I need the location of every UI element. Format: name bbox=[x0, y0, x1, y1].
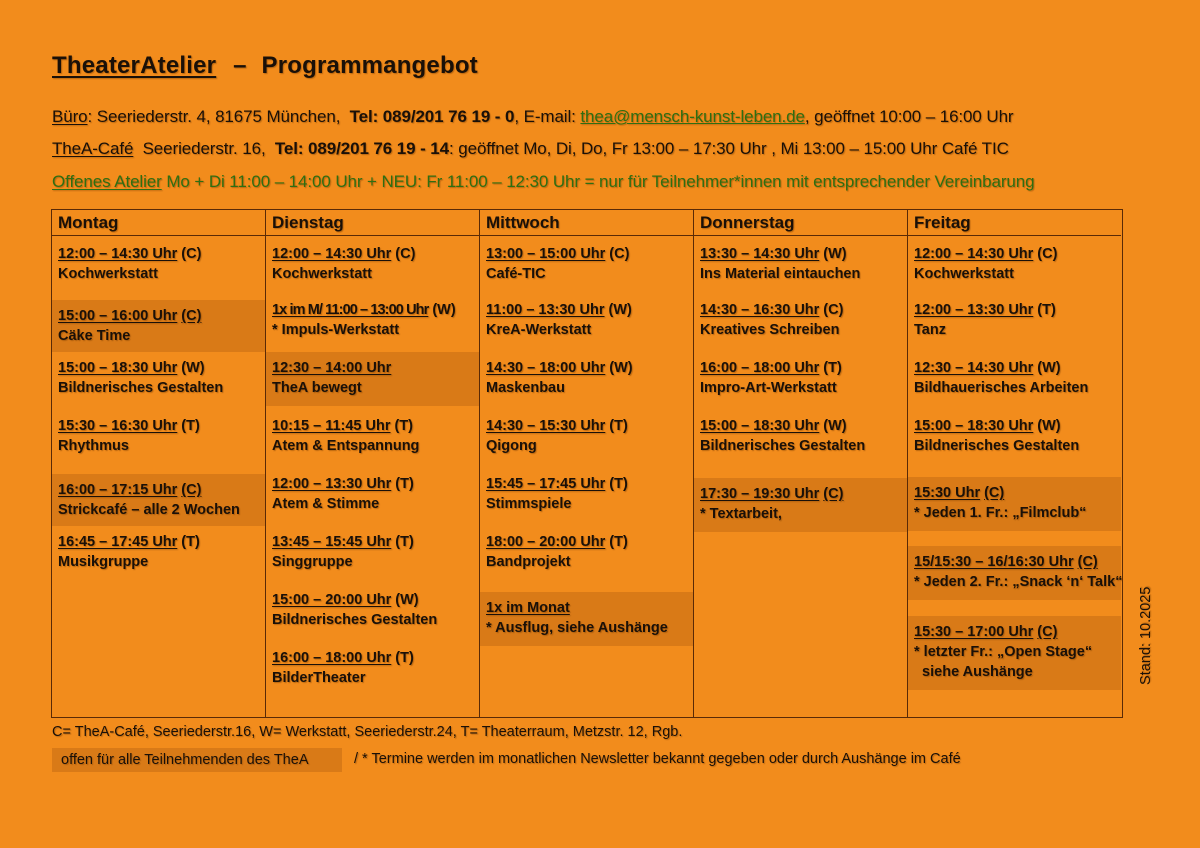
atelier-label: Offenes Atelier bbox=[52, 172, 162, 191]
schedule-entry bbox=[266, 352, 479, 406]
schedule-entry bbox=[908, 244, 1121, 288]
entry-name: * Jeden 2. Fr.: „Snack ‘n‘ Talk“ bbox=[914, 574, 1123, 590]
entry-location: (W) bbox=[1037, 360, 1061, 376]
schedule-entry bbox=[266, 300, 479, 344]
entry-name: Bildnerisches Gestalten bbox=[272, 612, 438, 628]
schedule-entry bbox=[266, 590, 479, 634]
entry-name: * Jeden 1. Fr.: „Filmclub“ bbox=[914, 505, 1087, 521]
entry-location: (W) bbox=[823, 246, 847, 262]
buero-address: : Seeriederstr. 4, 81675 München, bbox=[87, 107, 341, 126]
day-header: Donnerstag bbox=[694, 210, 907, 236]
entry-location: (C) bbox=[984, 485, 1005, 501]
day-header: Dienstag bbox=[266, 210, 479, 236]
entry-name: Kochwerkstatt bbox=[914, 266, 1014, 282]
entry-location: (T) bbox=[181, 418, 200, 434]
schedule-entry bbox=[908, 300, 1121, 344]
schedule-entry bbox=[266, 416, 479, 460]
highlight-legend: offen für alle Teilnehmenden des TheA bbox=[52, 748, 342, 772]
schedule-entry bbox=[908, 358, 1121, 402]
entry-location: (T) bbox=[1037, 302, 1056, 318]
entry-time: 15/15:30 – 16/16:30 Uhr bbox=[914, 554, 1074, 570]
entry-location: (T) bbox=[609, 476, 628, 492]
entry-time: 15:00 – 20:00 Uhr bbox=[272, 592, 392, 608]
entry-location: (C) bbox=[1037, 246, 1058, 262]
schedule-entry bbox=[908, 546, 1121, 600]
entry-location: (C) bbox=[1077, 554, 1098, 570]
entry-location: (W) bbox=[608, 302, 632, 318]
day-column-montag bbox=[52, 210, 266, 717]
schedule-entry bbox=[480, 416, 693, 460]
entry-name: Atem & Stimme bbox=[272, 496, 380, 512]
schedule-entry bbox=[694, 358, 907, 402]
day-column-dienstag bbox=[266, 210, 480, 717]
day-column-donnerstag bbox=[694, 210, 908, 717]
schedule-entry bbox=[266, 532, 479, 576]
schedule-entry bbox=[480, 244, 693, 288]
entry-name: Kochwerkstatt bbox=[58, 266, 158, 282]
entry-location: (W) bbox=[181, 360, 205, 376]
entry-name: Maskenbau bbox=[486, 380, 565, 396]
entry-time: 12:30 – 14:30 Uhr bbox=[914, 360, 1034, 376]
entry-time: 15:30 – 16:30 Uhr bbox=[58, 418, 178, 434]
entry-location: (C) bbox=[395, 246, 416, 262]
buero-label: Büro bbox=[52, 107, 88, 126]
day-column-freitag bbox=[908, 210, 1121, 717]
entry-location: (T) bbox=[395, 534, 414, 550]
entry-location: (T) bbox=[181, 534, 200, 550]
entry-location: (W) bbox=[609, 360, 633, 376]
schedule-entry bbox=[266, 648, 479, 692]
entry-time: 16:00 – 18:00 Uhr bbox=[700, 360, 820, 376]
entry-location: (T) bbox=[609, 534, 628, 550]
entry-name: Bildnerisches Gestalten bbox=[58, 380, 224, 396]
entry-name: Bildnerisches Gestalten bbox=[700, 438, 866, 454]
schedule-entry bbox=[266, 474, 479, 518]
entry-name: Qigong bbox=[486, 438, 537, 454]
day-header: Montag bbox=[52, 210, 265, 236]
footnote: / * Termine werden im monatlichen Newsletter bekannt gegeben oder durch Aushänge im Café bbox=[354, 751, 961, 767]
entry-time: 15:00 – 18:30 Uhr bbox=[914, 418, 1034, 434]
entry-time: 14:30 – 18:00 Uhr bbox=[486, 360, 606, 376]
title-sub: Programmangebot bbox=[261, 52, 478, 79]
entry-location: (W) bbox=[823, 418, 847, 434]
entry-location: (W) bbox=[1037, 418, 1061, 434]
cafe-label: TheA-Café bbox=[52, 139, 134, 158]
entry-name: Ins Material eintauchen bbox=[700, 266, 861, 282]
schedule-entry bbox=[52, 300, 265, 352]
schedule-entry bbox=[52, 244, 265, 288]
buero-hours: , geöffnet 10:00 – 16:00 Uhr bbox=[804, 107, 1014, 126]
entry-name: Atem & Entspannung bbox=[272, 438, 420, 454]
entry-name: Café-TIC bbox=[486, 266, 546, 282]
schedule-entry bbox=[908, 416, 1121, 460]
entry-name: Bildnerisches Gestalten bbox=[914, 438, 1080, 454]
entry-location: (C) bbox=[181, 246, 202, 262]
schedule-entry bbox=[694, 478, 907, 532]
schedule-table bbox=[51, 209, 1123, 718]
schedule-entry bbox=[52, 474, 265, 526]
entry-time: 12:00 – 14:30 Uhr bbox=[58, 246, 178, 262]
entry-time: 12:00 – 14:30 Uhr bbox=[272, 246, 392, 262]
title-main: TheaterAtelier bbox=[52, 52, 217, 79]
entry-time: 15:30 – 17:00 Uhr bbox=[914, 624, 1034, 640]
entry-time: 1x im M/ 11:00 – 13:00 Uhr bbox=[272, 302, 429, 318]
schedule-entry bbox=[52, 532, 265, 576]
entry-time: 17:30 – 19:30 Uhr bbox=[700, 486, 820, 502]
entry-location: (C) bbox=[609, 246, 630, 262]
cafe-tel: Tel: 089/201 76 19 - 14 bbox=[274, 139, 449, 158]
entry-time: 18:00 – 20:00 Uhr bbox=[486, 534, 606, 550]
entry-time: 15:00 – 18:30 Uhr bbox=[700, 418, 820, 434]
entry-time: 12:00 – 13:30 Uhr bbox=[914, 302, 1034, 318]
entry-name: Singgruppe bbox=[272, 554, 353, 570]
entry-time: 12:30 – 14:00 Uhr bbox=[272, 360, 392, 376]
entry-name: * Impuls-Werkstatt bbox=[272, 322, 400, 338]
entry-name: Tanz bbox=[914, 322, 946, 338]
entry-location: (T) bbox=[394, 418, 414, 434]
entry-time: 11:00 – 13:30 Uhr bbox=[486, 302, 605, 318]
entry-name: Bildhauerisches Arbeiten bbox=[914, 380, 1089, 396]
entry-time: 12:00 – 13:30 Uhr bbox=[272, 476, 392, 492]
entry-name: Musikgruppe bbox=[58, 554, 149, 570]
entry-time: 13:00 – 15:00 Uhr bbox=[486, 246, 606, 262]
schedule-entry bbox=[480, 300, 693, 344]
email-link[interactable]: thea@mensch-kunst-leben.de bbox=[580, 107, 805, 126]
page-title bbox=[52, 52, 478, 80]
entry-name: Bandprojekt bbox=[486, 554, 571, 570]
entry-name: TheA bewegt bbox=[272, 380, 362, 396]
schedule-entry bbox=[52, 416, 265, 460]
entry-location: (T) bbox=[609, 418, 628, 434]
entry-location: (T) bbox=[395, 650, 414, 666]
entry-name: * Textarbeit, bbox=[700, 506, 782, 522]
entry-time: 15:30 Uhr bbox=[914, 485, 981, 501]
schedule-entry bbox=[694, 244, 907, 288]
entry-location: (C) bbox=[823, 486, 844, 502]
entry-time: 15:00 – 16:00 Uhr bbox=[58, 308, 178, 324]
entry-time: 14:30 – 16:30 Uhr bbox=[700, 302, 820, 318]
schedule-entry bbox=[908, 616, 1121, 690]
entry-time: 12:00 – 14:30 Uhr bbox=[914, 246, 1034, 262]
schedule-entry bbox=[694, 300, 907, 344]
buero-info bbox=[52, 107, 1013, 127]
schedule-entry bbox=[480, 592, 693, 646]
entry-time: 16:45 – 17:45 Uhr bbox=[58, 534, 178, 550]
entry-time: 13:30 – 14:30 Uhr bbox=[700, 246, 820, 262]
entry-location: (C) bbox=[181, 308, 202, 324]
entry-time: 10:15 – 11:45 Uhr bbox=[272, 418, 391, 434]
entry-time: 14:30 – 15:30 Uhr bbox=[486, 418, 606, 434]
entry-time: 15:00 – 18:30 Uhr bbox=[58, 360, 178, 376]
entry-name: Stimmspiele bbox=[486, 496, 572, 512]
atelier-info bbox=[52, 172, 1034, 192]
entry-time: 1x im Monat bbox=[486, 600, 570, 616]
entry-location: (T) bbox=[823, 360, 842, 376]
cafe-hours: : geöffnet Mo, Di, Do, Fr 13:00 – 17:30 Uhr , Mi 13:00 – 15:00 Uhr Café TIC bbox=[448, 139, 1009, 158]
entry-name: Kreatives Schreiben bbox=[700, 322, 840, 338]
atelier-text: Mo + Di 11:00 – 14:00 Uhr + NEU: Fr 11:00 – 12:30 Uhr = nur für Teilnehmer*innen mit entsprechender Vereinbarung bbox=[166, 172, 1035, 191]
entry-location: (W) bbox=[432, 302, 456, 318]
entry-time: 15:45 – 17:45 Uhr bbox=[486, 476, 606, 492]
schedule-entry bbox=[266, 244, 479, 288]
entry-name: * Ausflug, siehe Aushänge bbox=[486, 620, 668, 636]
entry-name: BilderTheater bbox=[272, 670, 366, 686]
buero-tel: Tel: 089/201 76 19 - 0 bbox=[349, 107, 515, 126]
schedule-entry bbox=[694, 416, 907, 460]
entry-name: Cäke Time bbox=[58, 328, 131, 344]
buero-email-label: , E-mail: bbox=[514, 107, 576, 126]
entry-name: Rhythmus bbox=[58, 438, 129, 454]
location-legend: C= TheA-Café, Seeriederstr.16, W= Werkstatt, Seeriederstr.24, T= Theaterraum, Metzstr. 12, Rgb. bbox=[52, 724, 683, 740]
entry-location: (C) bbox=[1037, 624, 1058, 640]
entry-location: (C) bbox=[181, 482, 202, 498]
title-separator: – bbox=[233, 52, 247, 79]
cafe-info bbox=[52, 139, 1009, 159]
entry-name: Kochwerkstatt bbox=[272, 266, 372, 282]
entry-time: 16:00 – 17:15 Uhr bbox=[58, 482, 178, 498]
schedule-entry bbox=[52, 358, 265, 402]
schedule-entry bbox=[908, 477, 1121, 531]
day-column-mittwoch bbox=[480, 210, 694, 717]
entry-location: (T) bbox=[395, 476, 414, 492]
entry-name: KreA-Werkstatt bbox=[486, 322, 592, 338]
day-header: Mittwoch bbox=[480, 210, 693, 236]
schedule-entry bbox=[480, 532, 693, 576]
day-header: Freitag bbox=[908, 210, 1121, 236]
entry-time: 13:45 – 15:45 Uhr bbox=[272, 534, 392, 550]
entry-location: (W) bbox=[395, 592, 419, 608]
cafe-address: Seeriederstr. 16, bbox=[142, 139, 266, 158]
entry-time: 16:00 – 18:00 Uhr bbox=[272, 650, 392, 666]
entry-name: * letzter Fr.: „Open Stage“ siehe Aushänge bbox=[914, 644, 1093, 680]
entry-location: (C) bbox=[823, 302, 844, 318]
schedule-entry bbox=[480, 358, 693, 402]
stand-date: Stand: 10.2025 bbox=[1138, 586, 1154, 685]
entry-name: Impro-Art-Werkstatt bbox=[700, 380, 837, 396]
schedule-entry bbox=[480, 474, 693, 518]
entry-name: Strickcafé – alle 2 Wochen bbox=[58, 502, 240, 518]
